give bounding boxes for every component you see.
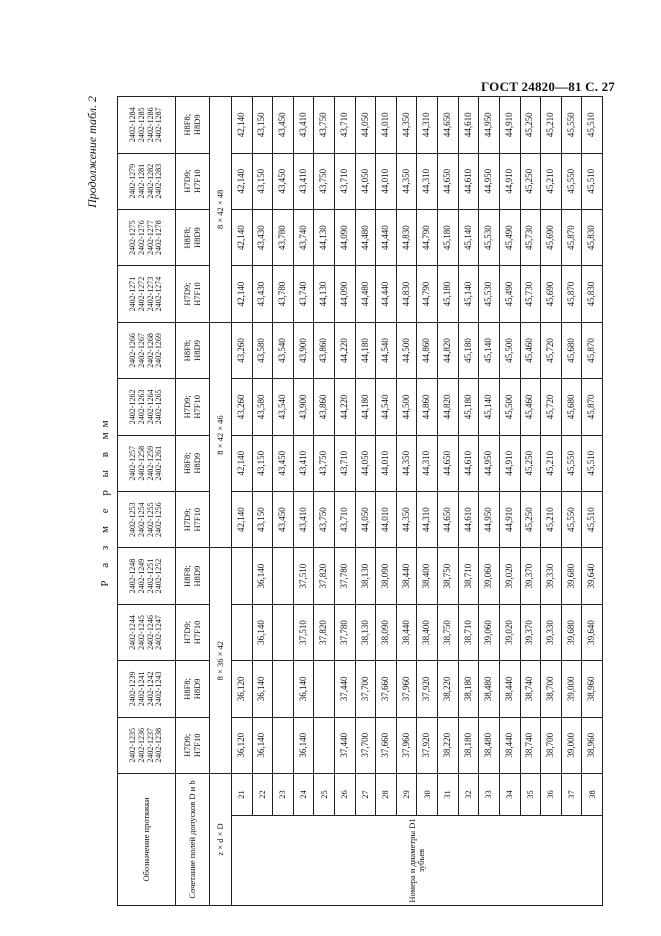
designation-codes: 2402-1248 2402-1249 2402-1251 2402-1252 bbox=[118, 548, 176, 604]
tooth-number: 34 bbox=[499, 773, 520, 815]
tolerance-combination: H7D9; H7F10 bbox=[176, 491, 210, 547]
teeth-numbers-label: Номера и диаметры D1 зубьев bbox=[232, 816, 603, 906]
diameter-cell: 45,870 bbox=[561, 266, 582, 322]
diameter-cell: 37,780 bbox=[335, 548, 356, 604]
diameter-cell: 44,350 bbox=[396, 435, 417, 491]
diameter-cell: 38,710 bbox=[458, 548, 479, 604]
diameter-cell: 39,020 bbox=[499, 548, 520, 604]
diameter-cell: 44,790 bbox=[417, 266, 438, 322]
diameter-cell: 43,780 bbox=[273, 209, 294, 265]
diameter-cell: 44,350 bbox=[396, 153, 417, 209]
designation-codes: 2402-1239 2402-1241 2402-1242 2402-1243 bbox=[118, 661, 176, 717]
diameter-cell: 44,950 bbox=[479, 491, 500, 547]
diameter-cell: 44,480 bbox=[355, 266, 376, 322]
diameter-cell: 45,720 bbox=[541, 322, 562, 378]
diameter-cell bbox=[314, 717, 335, 773]
diameter-cell: 43,540 bbox=[273, 322, 294, 378]
diameter-cell: 44,220 bbox=[335, 379, 356, 435]
diameter-cell: 45,140 bbox=[458, 209, 479, 265]
tolerance-combination: H7D9; H7F10 bbox=[176, 604, 210, 660]
diameter-cell: 45,550 bbox=[561, 491, 582, 547]
diameter-cell: 44,650 bbox=[438, 97, 459, 154]
tooth-number: 24 bbox=[293, 773, 314, 815]
diameter-cell: 38,220 bbox=[438, 661, 459, 717]
group-8x36x42: 8 × 36 × 42 bbox=[210, 548, 232, 774]
designation-codes: 2402-1266 2402-1267 2402-1268 2402-1269 bbox=[118, 322, 176, 378]
diameter-cell: 38,440 bbox=[499, 717, 520, 773]
diameter-cell: 45,490 bbox=[499, 266, 520, 322]
diameter-cell: 38,400 bbox=[417, 604, 438, 660]
diameter-cell: 45,870 bbox=[561, 209, 582, 265]
diameter-cell: 44,310 bbox=[417, 153, 438, 209]
diameter-cell: 44,180 bbox=[355, 322, 376, 378]
tolerance-combination: H7D9; H7F10 bbox=[176, 379, 210, 435]
diameter-cell: 44,610 bbox=[458, 97, 479, 154]
diameter-cell: 43,540 bbox=[273, 379, 294, 435]
diameter-cell: 36,120 bbox=[232, 661, 253, 717]
diameter-cell: 44,010 bbox=[376, 97, 397, 154]
diameter-cell: 43,150 bbox=[252, 491, 273, 547]
diameter-cell: 44,310 bbox=[417, 97, 438, 154]
tolerance-combination: H8F8; H8D9 bbox=[176, 322, 210, 378]
diameter-cell: 45,690 bbox=[541, 209, 562, 265]
diameter-cell: 38,960 bbox=[582, 661, 603, 717]
diameter-cell: 44,540 bbox=[376, 379, 397, 435]
diameter-cell: 43,450 bbox=[273, 435, 294, 491]
diameter-cell: 38,090 bbox=[376, 548, 397, 604]
diameter-cell: 36,140 bbox=[252, 548, 273, 604]
diameter-cell: 38,740 bbox=[520, 717, 541, 773]
tooth-number: 26 bbox=[335, 773, 356, 815]
diameter-cell: 43,410 bbox=[293, 435, 314, 491]
diameter-cell: 38,440 bbox=[396, 604, 417, 660]
diameter-cell: 42,140 bbox=[232, 266, 253, 322]
designation-codes: 2402-1284 2402-1285 2402-1286 2402-1287 bbox=[118, 97, 176, 154]
diameter-cell: 45,210 bbox=[541, 435, 562, 491]
diameter-cell: 44,310 bbox=[417, 491, 438, 547]
diameter-cell: 45,550 bbox=[561, 153, 582, 209]
diameter-cell: 43,900 bbox=[293, 322, 314, 378]
tolerance-combination: H8F8; H8D9 bbox=[176, 661, 210, 717]
diameter-cell: 45,510 bbox=[582, 491, 603, 547]
diameter-cell: 37,660 bbox=[376, 717, 397, 773]
diameter-cell: 44,010 bbox=[376, 491, 397, 547]
tooth-number: 38 bbox=[582, 773, 603, 815]
diameter-cell: 44,910 bbox=[499, 491, 520, 547]
table-row bbox=[232, 97, 253, 906]
table-row bbox=[417, 97, 438, 906]
diameter-cell: 45,510 bbox=[582, 435, 603, 491]
diameter-cell: 44,860 bbox=[417, 379, 438, 435]
tooth-number: 32 bbox=[458, 773, 479, 815]
diameter-cell: 38,180 bbox=[458, 717, 479, 773]
tooth-number: 36 bbox=[541, 773, 562, 815]
tooth-number: 29 bbox=[396, 773, 417, 815]
table-row bbox=[252, 97, 273, 906]
diameter-cell: 44,610 bbox=[458, 435, 479, 491]
diameter-cell: 38,700 bbox=[541, 661, 562, 717]
diameter-cell: 37,510 bbox=[293, 604, 314, 660]
diameter-cell: 45,550 bbox=[561, 97, 582, 154]
diameter-cell: 43,450 bbox=[273, 97, 294, 154]
diameter-cell: 45,510 bbox=[582, 153, 603, 209]
diameter-cell: 39,680 bbox=[561, 548, 582, 604]
diameter-cell: 45,210 bbox=[541, 491, 562, 547]
diameter-cell: 38,700 bbox=[541, 717, 562, 773]
diameter-cell: 44,310 bbox=[417, 435, 438, 491]
diameter-cell: 44,220 bbox=[335, 322, 356, 378]
diameter-cell: 42,140 bbox=[232, 97, 253, 154]
diameter-cell bbox=[273, 548, 294, 604]
diameter-cell: 42,140 bbox=[232, 491, 253, 547]
diameter-cell: 45,250 bbox=[520, 153, 541, 209]
diameter-cell: 44,860 bbox=[417, 322, 438, 378]
tolerance-combination: H8F8; H8D9 bbox=[176, 435, 210, 491]
diameter-cell: 45,250 bbox=[520, 435, 541, 491]
diameter-cell: 37,820 bbox=[314, 604, 335, 660]
diameter-cell: 44,650 bbox=[438, 153, 459, 209]
group-8x42x46: 8 × 42 × 46 bbox=[210, 322, 232, 548]
table-row bbox=[458, 97, 479, 906]
diameter-cell: 45,680 bbox=[561, 379, 582, 435]
diameter-cell: 43,150 bbox=[252, 97, 273, 154]
diameter-cell: 43,710 bbox=[335, 153, 356, 209]
rotated-content bbox=[85, 96, 605, 906]
diameter-cell: 45,530 bbox=[479, 209, 500, 265]
group-8x42x48: 8 × 42 × 48 bbox=[210, 97, 232, 323]
diameter-cell: 43,430 bbox=[252, 209, 273, 265]
table-row bbox=[438, 97, 459, 906]
diameter-cell: 39,000 bbox=[561, 717, 582, 773]
diameter-cell: 45,460 bbox=[520, 379, 541, 435]
diameter-cell: 38,440 bbox=[396, 548, 417, 604]
diameter-cell bbox=[273, 717, 294, 773]
diameter-cell: 43,410 bbox=[293, 491, 314, 547]
table-row bbox=[520, 97, 541, 906]
diameter-cell: 43,740 bbox=[293, 266, 314, 322]
diameter-cell: 38,750 bbox=[438, 548, 459, 604]
diameter-cell: 44,050 bbox=[355, 435, 376, 491]
diameter-cell: 43,750 bbox=[314, 153, 335, 209]
diameter-cell: 38,090 bbox=[376, 604, 397, 660]
diameter-cell: 38,480 bbox=[479, 661, 500, 717]
table-row bbox=[541, 97, 562, 906]
diameter-cell: 38,180 bbox=[458, 661, 479, 717]
diameter-cell: 45,720 bbox=[541, 379, 562, 435]
rotated-page-area bbox=[85, 96, 605, 906]
diameter-cell: 43,740 bbox=[293, 209, 314, 265]
designation-codes: 2402-1257 2402-1258 2402-1259 2402-1261 bbox=[118, 435, 176, 491]
diameter-cell: 45,500 bbox=[499, 379, 520, 435]
diameter-cell: 43,860 bbox=[314, 322, 335, 378]
diameter-cell: 43,580 bbox=[252, 322, 273, 378]
diameter-cell: 36,120 bbox=[232, 717, 253, 773]
diameter-cell: 36,140 bbox=[293, 717, 314, 773]
diameter-cell: 43,150 bbox=[252, 435, 273, 491]
diameter-cell: 43,580 bbox=[252, 379, 273, 435]
designation-codes: 2402-1262 2402-1263 2402-1264 2402-1265 bbox=[118, 379, 176, 435]
tolerance-combination: H7D9; H7F10 bbox=[176, 153, 210, 209]
table-row bbox=[396, 97, 417, 906]
tooth-number: 27 bbox=[355, 773, 376, 815]
continuation-label: Продолжение табл. 2 bbox=[85, 96, 99, 208]
table-row bbox=[273, 97, 294, 906]
diameter-cell: 44,050 bbox=[355, 153, 376, 209]
tooth-number: 21 bbox=[232, 773, 253, 815]
diameter-cell: 43,750 bbox=[314, 97, 335, 154]
tooth-number: 33 bbox=[479, 773, 500, 815]
diameter-cell: 44,830 bbox=[396, 266, 417, 322]
diameter-cell: 44,440 bbox=[376, 209, 397, 265]
designation-codes: 2402-1244 2402-1245 2402-1246 2402-1247 bbox=[118, 604, 176, 660]
diameter-cell: 36,140 bbox=[252, 604, 273, 660]
tooth-number: 31 bbox=[438, 773, 459, 815]
diameter-cell: 37,700 bbox=[355, 661, 376, 717]
diameter-cell: 37,920 bbox=[417, 717, 438, 773]
diameter-cell: 45,210 bbox=[541, 97, 562, 154]
diameter-cell: 45,180 bbox=[438, 266, 459, 322]
diameter-cell: 44,500 bbox=[396, 322, 417, 378]
diameter-cell: 37,920 bbox=[417, 661, 438, 717]
diameter-cell: 38,750 bbox=[438, 604, 459, 660]
tooth-number: 28 bbox=[376, 773, 397, 815]
diameter-cell: 38,130 bbox=[355, 604, 376, 660]
diameter-cell: 43,860 bbox=[314, 379, 335, 435]
diameter-cell: 44,910 bbox=[499, 435, 520, 491]
diameter-cell: 45,180 bbox=[438, 209, 459, 265]
diameter-cell: 43,260 bbox=[232, 322, 253, 378]
tooth-number: 23 bbox=[273, 773, 294, 815]
diameter-cell: 42,140 bbox=[232, 153, 253, 209]
diameter-cell: 44,830 bbox=[396, 209, 417, 265]
diameter-cell: 42,140 bbox=[232, 435, 253, 491]
tolerance-label: Сочетание полей допусков D и b bbox=[176, 773, 210, 905]
diameter-cell: 44,130 bbox=[314, 266, 335, 322]
diameter-cell: 37,820 bbox=[314, 548, 335, 604]
diameter-cell bbox=[232, 548, 253, 604]
diameter-cell: 45,180 bbox=[458, 379, 479, 435]
diameter-cell: 43,710 bbox=[335, 491, 356, 547]
diameter-cell: 43,780 bbox=[273, 266, 294, 322]
designation-codes: 2402-1235 2402-1236 2402-1237 2402-1238 bbox=[118, 717, 176, 773]
diameter-cell: 44,350 bbox=[396, 491, 417, 547]
diameter-cell: 39,680 bbox=[561, 604, 582, 660]
diameter-cell: 44,610 bbox=[458, 153, 479, 209]
diameter-cell: 44,610 bbox=[458, 491, 479, 547]
tooth-number: 37 bbox=[561, 773, 582, 815]
diameter-cell: 43,710 bbox=[335, 435, 356, 491]
diameter-cell: 45,550 bbox=[561, 435, 582, 491]
diameter-cell: 38,960 bbox=[582, 717, 603, 773]
tooth-number: 25 bbox=[314, 773, 335, 815]
diameter-cell: 45,730 bbox=[520, 209, 541, 265]
diameter-cell bbox=[314, 661, 335, 717]
diameter-cell: 44,790 bbox=[417, 209, 438, 265]
diameter-cell: 45,730 bbox=[520, 266, 541, 322]
diameter-cell: 39,370 bbox=[520, 548, 541, 604]
diameter-cell: 44,820 bbox=[438, 379, 459, 435]
diameter-cell: 44,350 bbox=[396, 97, 417, 154]
diameter-cell: 45,460 bbox=[520, 322, 541, 378]
diameter-cell: 45,870 bbox=[582, 379, 603, 435]
diameter-cell: 38,480 bbox=[479, 717, 500, 773]
dimensions-table bbox=[117, 96, 603, 906]
diameter-cell: 38,740 bbox=[520, 661, 541, 717]
table-row bbox=[314, 97, 335, 906]
diameter-cell: 39,060 bbox=[479, 548, 500, 604]
zdD-label: z × d × D bbox=[210, 773, 232, 905]
tolerance-combination: H7D9; H7F10 bbox=[176, 717, 210, 773]
diameter-cell: 44,090 bbox=[335, 266, 356, 322]
diameter-cell: 38,220 bbox=[438, 717, 459, 773]
diameter-cell: 44,950 bbox=[479, 435, 500, 491]
diameter-cell: 45,680 bbox=[561, 322, 582, 378]
units-caption: Р а з м е р ы в мм bbox=[99, 415, 111, 587]
diameter-cell bbox=[273, 661, 294, 717]
table-row bbox=[561, 97, 582, 906]
diameter-cell: 43,260 bbox=[232, 379, 253, 435]
diameter-cell: 43,150 bbox=[252, 153, 273, 209]
diameter-cell: 37,960 bbox=[396, 661, 417, 717]
table-row bbox=[293, 97, 314, 906]
diameter-cell: 39,370 bbox=[520, 604, 541, 660]
diameter-cell: 44,130 bbox=[314, 209, 335, 265]
diameter-cell: 44,500 bbox=[396, 379, 417, 435]
diameter-cell: 37,780 bbox=[335, 604, 356, 660]
diameter-cell: 43,710 bbox=[335, 97, 356, 154]
table-row bbox=[479, 97, 500, 906]
designation-codes: 2402-1275 2402-1276 2402-1277 2402-1278 bbox=[118, 209, 176, 265]
diameter-cell: 44,010 bbox=[376, 153, 397, 209]
diameter-cell: 45,140 bbox=[479, 379, 500, 435]
diameter-cell: 45,250 bbox=[520, 97, 541, 154]
tolerance-combination: H8F8; H8D9 bbox=[176, 548, 210, 604]
tooth-number: 35 bbox=[520, 773, 541, 815]
diameter-cell: 39,020 bbox=[499, 604, 520, 660]
diameter-cell: 39,060 bbox=[479, 604, 500, 660]
diameter-cell: 37,440 bbox=[335, 661, 356, 717]
diameter-cell: 38,130 bbox=[355, 548, 376, 604]
designation-codes: 2402-1253 2402-1254 2402-1255 2402-1256 bbox=[118, 491, 176, 547]
diameter-cell: 43,750 bbox=[314, 435, 335, 491]
diameter-cell: 36,140 bbox=[252, 661, 273, 717]
diameter-cell: 39,640 bbox=[582, 548, 603, 604]
diameter-cell: 44,090 bbox=[335, 209, 356, 265]
diameter-cell: 45,510 bbox=[582, 97, 603, 154]
diameter-cell: 44,650 bbox=[438, 491, 459, 547]
diameter-cell: 45,180 bbox=[458, 322, 479, 378]
diameter-cell: 43,410 bbox=[293, 153, 314, 209]
designation-label: Обозначение протяжки bbox=[118, 773, 176, 905]
diameter-cell: 45,500 bbox=[499, 322, 520, 378]
diameter-cell bbox=[273, 604, 294, 660]
diameter-cell: 38,440 bbox=[499, 661, 520, 717]
diameter-cell: 42,140 bbox=[232, 209, 253, 265]
diameter-cell: 38,710 bbox=[458, 604, 479, 660]
diameter-cell: 45,210 bbox=[541, 153, 562, 209]
diameter-cell: 45,830 bbox=[582, 209, 603, 265]
diameter-cell: 44,480 bbox=[355, 209, 376, 265]
diameter-cell: 39,640 bbox=[582, 604, 603, 660]
diameter-cell: 45,830 bbox=[582, 266, 603, 322]
tooth-number: 22 bbox=[252, 773, 273, 815]
diameter-cell: 44,540 bbox=[376, 322, 397, 378]
diameter-cell: 44,910 bbox=[499, 97, 520, 154]
diameter-cell: 37,660 bbox=[376, 661, 397, 717]
diameter-cell: 45,690 bbox=[541, 266, 562, 322]
diameter-cell: 44,910 bbox=[499, 153, 520, 209]
designation-codes: 2402-1279 2402-1281 2402-1282 2402-1283 bbox=[118, 153, 176, 209]
diameter-cell: 39,330 bbox=[541, 604, 562, 660]
diameter-cell: 44,440 bbox=[376, 266, 397, 322]
tolerance-combination: H8F8; H8D9 bbox=[176, 97, 210, 154]
diameter-cell: 39,330 bbox=[541, 548, 562, 604]
table-row bbox=[499, 97, 520, 906]
diameter-cell: 44,050 bbox=[355, 97, 376, 154]
diameter-cell: 37,700 bbox=[355, 717, 376, 773]
diameter-cell: 44,650 bbox=[438, 435, 459, 491]
diameter-cell: 45,140 bbox=[479, 322, 500, 378]
diameter-cell: 44,820 bbox=[438, 322, 459, 378]
tooth-number: 30 bbox=[417, 773, 438, 815]
diameter-cell: 37,440 bbox=[335, 717, 356, 773]
designation-codes: 2402-1271 2402-1272 2402-1273 2402-1274 bbox=[118, 266, 176, 322]
diameter-cell: 37,960 bbox=[396, 717, 417, 773]
diameter-cell: 43,430 bbox=[252, 266, 273, 322]
diameter-cell: 44,010 bbox=[376, 435, 397, 491]
tolerance-combination: H7D9; H7F10 bbox=[176, 266, 210, 322]
diameter-cell: 44,180 bbox=[355, 379, 376, 435]
diameter-cell: 45,250 bbox=[520, 491, 541, 547]
diameter-cell: 44,950 bbox=[479, 97, 500, 154]
tolerance-combination: H8F8; H8D9 bbox=[176, 209, 210, 265]
diameter-cell: 45,490 bbox=[499, 209, 520, 265]
table-row bbox=[335, 97, 356, 906]
diameter-cell: 43,450 bbox=[273, 491, 294, 547]
page-header: ГОСТ 24820—81 С. 27 bbox=[481, 79, 615, 94]
table-row bbox=[582, 97, 603, 906]
diameter-cell: 38,400 bbox=[417, 548, 438, 604]
diameter-cell: 43,750 bbox=[314, 491, 335, 547]
diameter-cell: 39,000 bbox=[561, 661, 582, 717]
diameter-cell: 37,510 bbox=[293, 548, 314, 604]
diameter-cell: 36,140 bbox=[252, 717, 273, 773]
table-row bbox=[376, 97, 397, 906]
diameter-cell: 43,900 bbox=[293, 379, 314, 435]
diameter-cell: 44,950 bbox=[479, 153, 500, 209]
diameter-cell: 43,450 bbox=[273, 153, 294, 209]
diameter-cell bbox=[232, 604, 253, 660]
diameter-cell: 45,530 bbox=[479, 266, 500, 322]
diameter-cell: 43,410 bbox=[293, 97, 314, 154]
diameter-cell: 45,140 bbox=[458, 266, 479, 322]
diameter-cell: 44,050 bbox=[355, 491, 376, 547]
table-row bbox=[355, 97, 376, 906]
diameter-cell: 45,870 bbox=[582, 322, 603, 378]
diameter-cell: 36,140 bbox=[293, 661, 314, 717]
